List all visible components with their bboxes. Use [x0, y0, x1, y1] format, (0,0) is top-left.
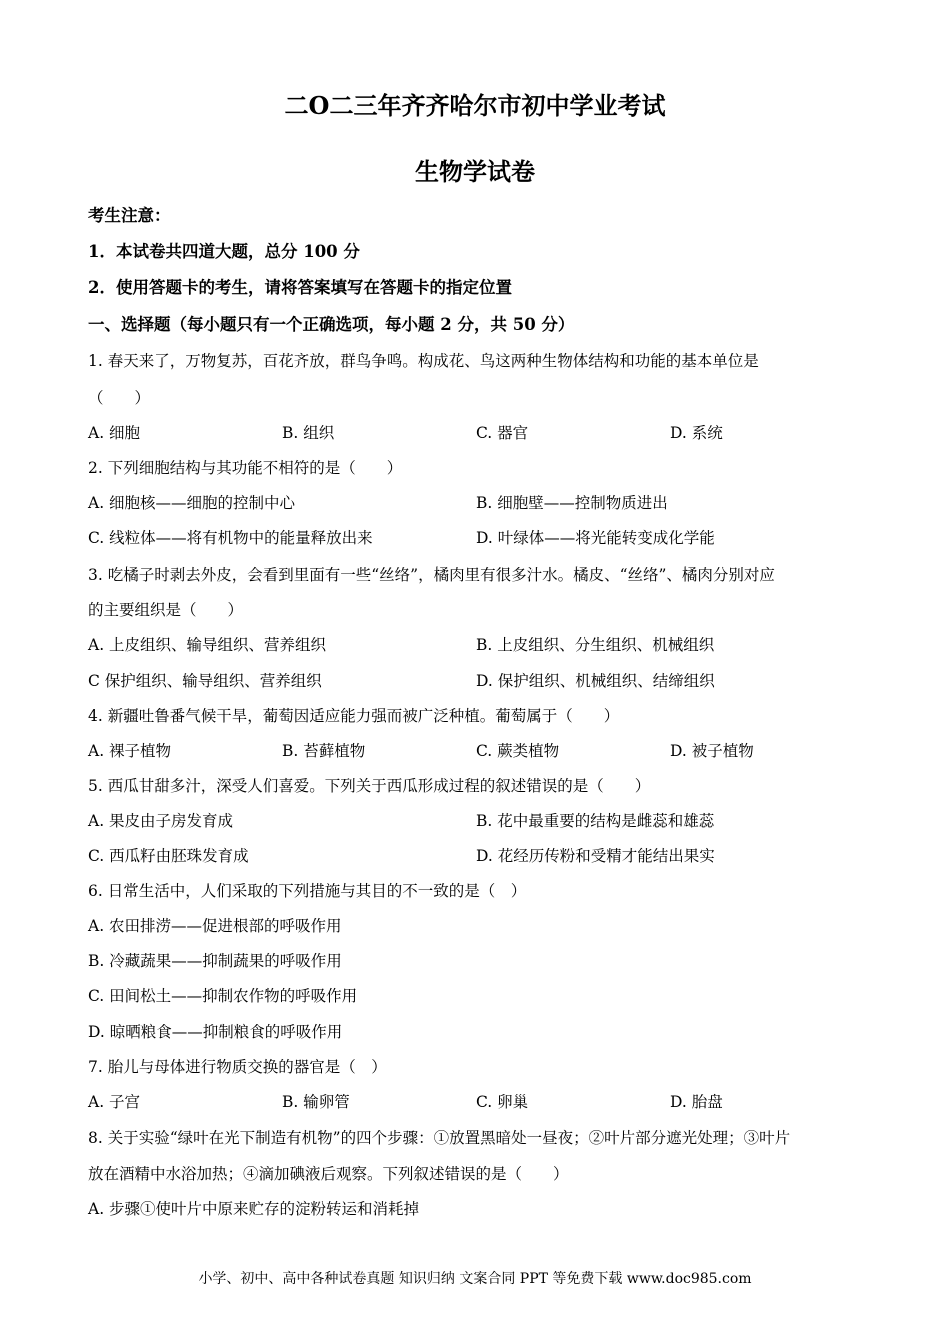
- question-2-stem: 2. 下列细胞结构与其功能不相符的是（ ）: [88, 459, 403, 477]
- question-2-option-a: A. 细胞核——细胞的控制中心: [88, 494, 296, 512]
- question-3-stem: 3. 吃橘子时剥去外皮，会看到里面有一些“丝络”，橘肉里有很多汁水。橘皮、“丝络”、橘肉分别对应: [88, 566, 775, 584]
- question-8-stem: 8. 关于实验“绿叶在光下制造有机物”的四个步骤：①放置黑暗处一昼夜；②叶片部分遮光处理；③叶片: [88, 1129, 791, 1147]
- question-5-option-d: D. 花经历传粉和受精才能结出果实: [476, 847, 715, 865]
- question-3-option-b: B. 上皮组织、分生组织、机械组织: [476, 636, 715, 654]
- question-3-option-d: D. 保护组织、机械组织、结缔组织: [476, 672, 715, 690]
- question-6-option-d: D. 晾晒粮食——抑制粮食的呼吸作用: [88, 1023, 343, 1041]
- question-2-option-d: D. 叶绿体——将光能转变成化学能: [476, 529, 715, 547]
- question-8-stem-cont: 放在酒精中水浴加热；④滴加碘液后观察。下列叙述错误的是（ ）: [88, 1165, 569, 1183]
- question-4-option-c: C. 蕨类植物: [476, 742, 560, 760]
- question-1-option-c: C. 器官: [476, 424, 529, 442]
- question-4-option-d: D. 被子植物: [670, 742, 754, 760]
- question-6-option-c: C. 田间松土——抑制农作物的呼吸作用: [88, 987, 358, 1005]
- question-1-stem-cont: （ ）: [88, 389, 151, 407]
- question-5-option-b: B. 花中最重要的结构是雌蕊和雄蕊: [476, 812, 715, 830]
- notice-heading: 考生注意：: [88, 206, 171, 225]
- question-3-option-c: C 保护组织、输导组织、营养组织: [88, 672, 322, 690]
- question-4-option-b: B. 苔藓植物: [282, 742, 366, 760]
- question-6-option-b: B. 冷藏蔬果——抑制蔬果的呼吸作用: [88, 952, 342, 970]
- exam-subtitle: 生物学试卷: [415, 157, 535, 186]
- question-1-option-d: D. 系统: [670, 424, 723, 442]
- question-2-option-c: C. 线粒体——将有机物中的能量释放出来: [88, 529, 373, 547]
- page-footer: 小学、初中、高中各种试卷真题 知识归纳 文案合同 PPT 等免费下载 www.doc985.com: [198, 1271, 752, 1287]
- question-5-stem: 5. 西瓜甘甜多汁，深受人们喜爱。下列关于西瓜形成过程的叙述错误的是（ ）: [88, 777, 651, 795]
- question-3-stem-cont: 的主要组织是（ ）: [88, 601, 244, 619]
- question-7-option-d: D. 胎盘: [670, 1093, 723, 1111]
- question-7-option-c: C. 卵巢: [476, 1093, 529, 1111]
- question-3-option-a: A. 上皮组织、输导组织、营养组织: [88, 636, 327, 654]
- notice-item-1: 1．本试卷共四道大题，总分 100 分: [88, 242, 360, 261]
- question-8-option-a: A. 步骤①使叶片中原来贮存的淀粉转运和消耗掉: [88, 1200, 420, 1218]
- question-1-stem: 1. 春天来了，万物复苏，百花齐放，群鸟争鸣。构成花、鸟这两种生物体结构和功能的基本单位是: [88, 352, 759, 370]
- question-5-option-c: C. 西瓜籽由胚珠发育成: [88, 847, 249, 865]
- question-7-option-a: A. 子宫: [88, 1093, 141, 1111]
- question-7-option-b: B. 输卵管: [282, 1093, 350, 1111]
- question-2-option-b: B. 细胞壁——控制物质进出: [476, 494, 668, 512]
- question-1-option-b: B. 组织: [282, 424, 335, 442]
- question-6-option-a: A. 农田排涝——促进根部的呼吸作用: [88, 917, 342, 935]
- question-4-stem: 4. 新疆吐鲁番气候干旱，葡萄因适应能力强而被广泛种植。葡萄属于（ ）: [88, 707, 620, 725]
- question-1-option-a: A. 细胞: [88, 424, 141, 442]
- question-7-stem: 7. 胎儿与母体进行物质交换的器官是（ ）: [88, 1058, 387, 1076]
- exam-title: 二O二三年齐齐哈尔市初中学业考试: [284, 91, 666, 120]
- section-heading: 一、选择题（每小题只有一个正确选项，每小题 2 分，共 50 分）: [88, 315, 575, 334]
- question-4-option-a: A. 裸子植物: [88, 742, 172, 760]
- question-6-stem: 6. 日常生活中，人们采取的下列措施与其目的不一致的是（ ）: [88, 882, 527, 900]
- notice-item-2: 2．使用答题卡的考生，请将答案填写在答题卡的指定位置: [88, 278, 512, 297]
- question-5-option-a: A. 果皮由子房发育成: [88, 812, 234, 830]
